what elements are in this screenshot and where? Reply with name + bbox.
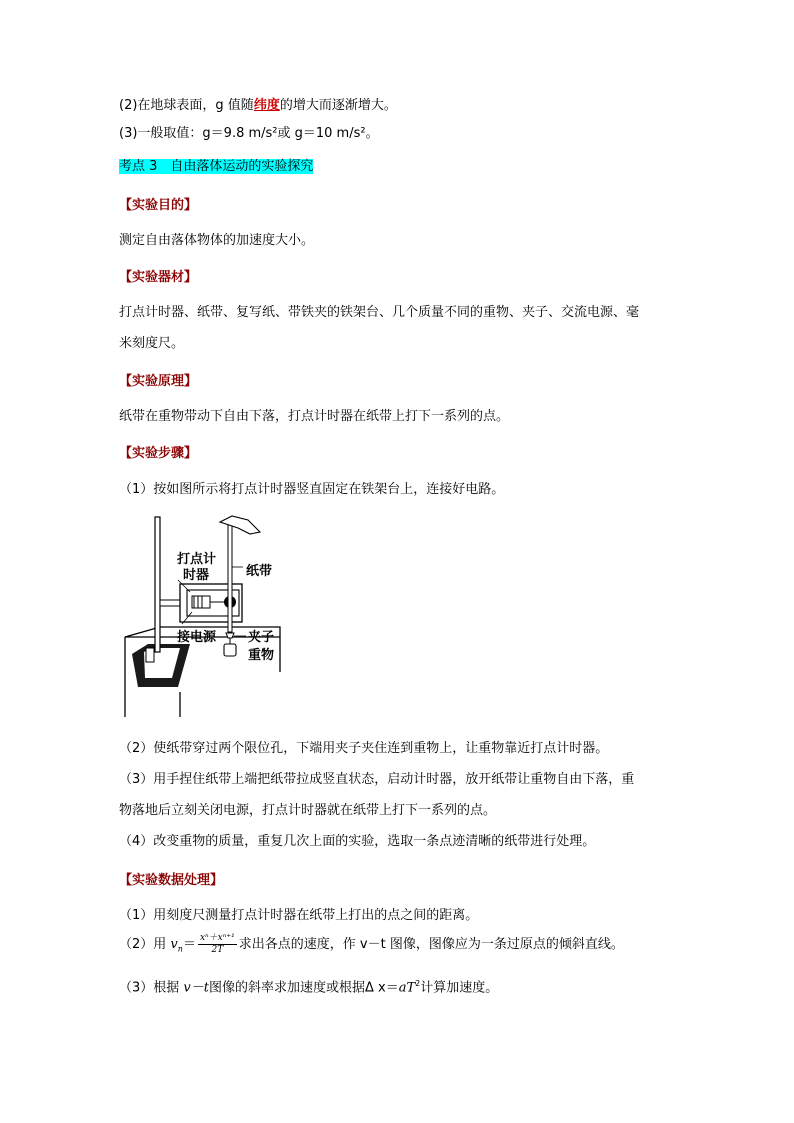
text-fragment: （2）用 [119, 937, 167, 952]
heading-steps: 【实验步骤】 [119, 446, 198, 461]
apparatus-figure [120, 512, 290, 722]
line-g-latitude [119, 96, 397, 116]
step-2: （2）使纸带穿过两个限位孔，下端用夹子夹住连到重物上，让重物靠近打点计时器。 [119, 741, 609, 756]
data-2 [119, 933, 624, 960]
principle-text: 纸带在重物带动下自由下落，打点计时器在纸带上打下一系列的点。 [119, 409, 510, 424]
text-fragment: (2)在地球表面，g 值随 [119, 98, 254, 113]
heading-goal: 【实验目的】 [119, 198, 198, 213]
apparatus-diagram [120, 512, 290, 722]
label-timer-2: 时器 [183, 568, 210, 583]
step-3b: 物落地后立刻关闭电源，打点计时器就在纸带上打下一系列的点。 [119, 803, 497, 818]
label-timer-1: 打点计 [177, 552, 217, 567]
text-fragment: 图像的斜率求加速度或根据Δ x＝ [209, 980, 399, 996]
text-fragment: 计算加速度。 [420, 980, 499, 996]
goal-text: 测定自由落体物体的加速度大小。 [119, 233, 315, 248]
equipment-line-2: 米刻度尺。 [119, 336, 185, 351]
kaodian-heading [119, 157, 313, 177]
text-fragment: （3）根据 [119, 980, 180, 996]
fraction-numerator: xⁿ＋xⁿ⁺¹ [199, 933, 235, 943]
math-eq: ＝ [182, 937, 196, 952]
math-v-t: v－t [183, 980, 209, 996]
math-sup-2: 2 [415, 979, 421, 988]
label-power: 接电源 [177, 630, 217, 645]
heading-equipment: 【实验器材】 [119, 270, 198, 285]
math-aT: aT [398, 980, 416, 996]
heading-data: 【实验数据处理】 [119, 873, 224, 888]
fraction [198, 933, 237, 956]
label-clip: 夹子 [248, 630, 275, 645]
text-fragment: 求出各点的速度，作 v－t 图像，图像应为一条过原点的倾斜直线。 [238, 937, 624, 952]
step-3a: （3）用手捏住纸带上端把纸带拉成竖直状态，启动计时器，放开纸带让重物自由下落，重 [119, 772, 635, 787]
math-sub-n: n [177, 944, 183, 954]
equipment-line-1: 打点计时器、纸带、复写纸、带铁夹的铁架台、几个质量不同的重物、夹子、交流电源、毫 [119, 305, 640, 320]
text-fragment: 的增大而逐渐增大。 [279, 98, 397, 113]
step-4: （4）改变重物的质量，重复几次上面的实验，选取一条点迹清晰的纸带进行处理。 [119, 834, 596, 849]
data-1: （1）用刻度尺测量打点计时器在纸带上打出的点之间的距离。 [119, 908, 479, 923]
label-tape: 纸带 [246, 564, 273, 579]
step-1: （1）按如图所示将打点计时器竖直固定在铁架台上，连接好电路。 [119, 482, 505, 497]
line-g-value: (3)一般取值：g＝9.8 m/s²或 g＝10 m/s²。 [119, 126, 379, 141]
highlight-latitude: 纬度 [253, 98, 280, 113]
math-v: v [170, 937, 178, 952]
heading-principle: 【实验原理】 [119, 374, 198, 389]
fraction-denominator: 2T [211, 945, 224, 955]
data-3 [119, 974, 498, 998]
label-weight: 重物 [248, 648, 275, 663]
kaodian-label: 考点 3 自由落体运动的实验探究 [119, 159, 314, 174]
